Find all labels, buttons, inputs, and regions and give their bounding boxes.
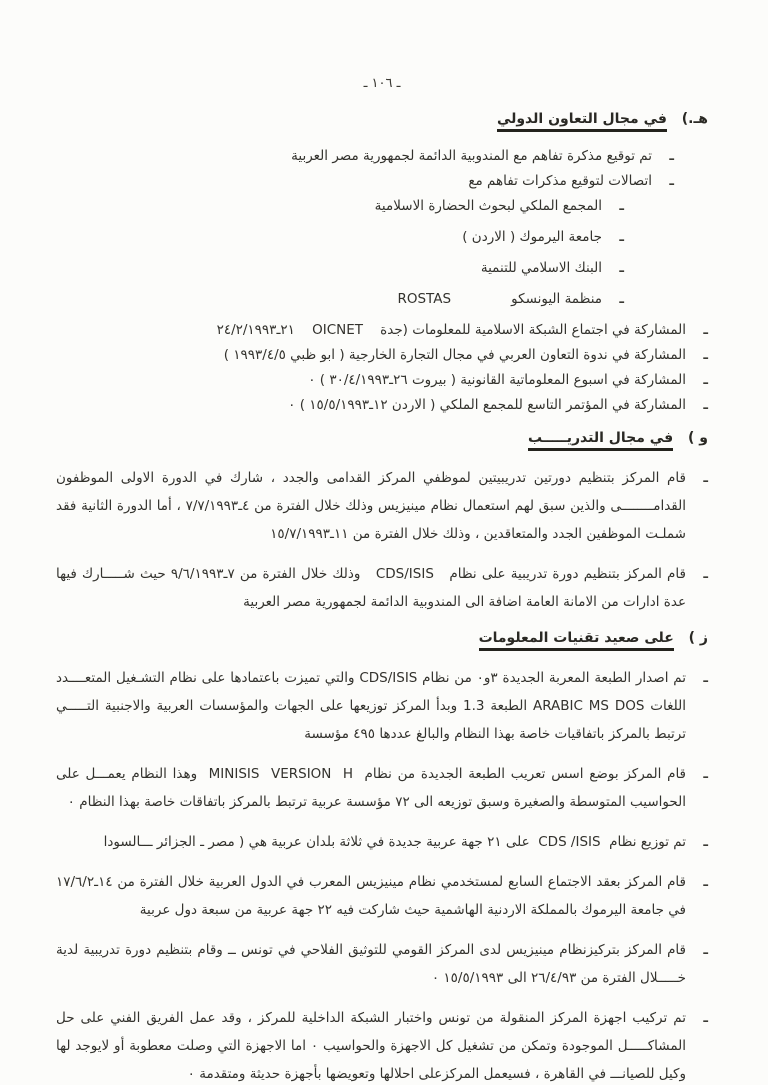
- section-label: و ): [688, 430, 708, 446]
- dash-marker: ـ: [703, 766, 708, 782]
- list-item: [56, 369, 708, 391]
- dash-marker: ـ: [619, 291, 624, 307]
- item-text: تم اصدار الطبعة المعربة الجديدة ٣و٠ من نظام CDS/ISIS والتي تميزت باعتمادها على نظام التشـغيل المتعــــدد اللغات ARABIC MS DOS الطبعة 1.3 وبدأ المركز توزيعها على الجهات والمؤسسات العربية والاجنبية التـــــي ترتبط بالمركز باتفاقيات خاصة بهذا النظام والبالغ عددها ٤٩٥ مؤسسة: [56, 670, 687, 742]
- item-text: اتصالات لتوقيع مذكرات تفاهم مع: [468, 173, 652, 189]
- list-item: [56, 394, 708, 416]
- item-text: تم توزيع نظام CDS /ISIS على ٢١ جهة عربية جديدة في ثلاثة بلدان عربية هي ( مصر ـ الجزائر ـــالسودا: [103, 834, 686, 850]
- dash-marker: ـ: [703, 322, 708, 338]
- list-item: [56, 145, 674, 167]
- item-text: المشاركة في ندوة التعاون العربي في مجال التجارة الخارجية ( ابو ظبي ١٩٩٣/٤/٥ ): [223, 347, 686, 363]
- list-item: [56, 288, 624, 310]
- section-title: على صعيد تقنيات المعلومات: [479, 630, 674, 651]
- dash-marker: ـ: [703, 397, 708, 413]
- dash-marker: ـ: [703, 834, 708, 850]
- dash-marker: ـ: [669, 173, 674, 189]
- item-text: تم توقيع مذكرة تفاهم مع المندوبية الدائمة لجمهورية مصر العربية: [291, 148, 652, 164]
- section-heading: [56, 430, 708, 451]
- item-text: جامعة اليرموك ( الاردن ): [462, 229, 602, 245]
- dash-marker: ـ: [703, 566, 708, 582]
- dash-marker: ـ: [703, 1010, 708, 1026]
- list-item: [56, 344, 708, 366]
- item-text: قام المركز بتنظيم دورة تدريبية على نظام CDS/ISIS وذلك خلال الفترة من ٧ـ٩/٦/١٩٩٣ حيث شـــــارك فيها عدة ادارات من الامانة العامة اضافة الى المندوبية الدائمة لجمهورية مصر العربية: [56, 566, 686, 610]
- page-number: ـ ١٠٦ ـ: [363, 76, 401, 91]
- item-text: قام المركز بتركيزنظام مينيزيس لدى المركز القومي للتوثيق الفلاحي في تونس ــ وقام بتنظيم دورة تدريبية لدية خـــــلال الفترة من ٢٦/٤/٩٣ الى ١٥/٥/١٩٩٣ ٠: [56, 942, 686, 986]
- list-item: [56, 828, 708, 856]
- dash-marker: ـ: [619, 198, 624, 214]
- dash-marker: ـ: [703, 470, 708, 486]
- section-title: في مجال التعاون الدولي: [497, 111, 667, 132]
- list-item: [56, 195, 624, 217]
- item-text: المجمع الملكي لبحوث الحضارة الاسلامية: [374, 198, 602, 214]
- section-information-technologies: [56, 630, 708, 1085]
- section-title: في مجال التدريـــــب: [528, 430, 673, 451]
- item-text: منظمة اليونسكو ROSTAS: [397, 291, 602, 307]
- item-text: البنك الاسلامي للتنمية: [480, 260, 602, 276]
- list-item: [56, 664, 708, 748]
- item-text: قام المركز بتنظيم دورتين تدريبيتين لموظفي المركز القدامى والجدد ، شارك في الدورة الاولى الموظفون القدامــــــــى والذين سبق لهم استعمال نظام مينيزيس وذلك خلال الفترة من ٤ـ٧/٧/١٩٩٣ ، أما الدورة الثانية فقد شملـت الموظفين الجدد والمتعاقدين ، وذلك خلال الفترة من ١١ـ١٥/٧/١٩٩٣: [56, 470, 686, 542]
- dash-marker: ـ: [703, 874, 708, 890]
- item-text: المشاركة في اسبوع المعلوماتية القانونية ( بيروت ٢٦ـ٣٠/٤/١٩٩٣ ) ٠: [308, 372, 686, 388]
- section-label: ز ): [688, 630, 708, 646]
- dash-marker: ـ: [703, 942, 708, 958]
- dash-marker: ـ: [703, 347, 708, 363]
- list-item: [56, 170, 674, 192]
- item-text: المشاركة في المؤتمر التاسع للمجمع الملكي ( الاردن ١٢ـ١٥/٥/١٩٩٣ ) ٠: [288, 397, 686, 413]
- section-label: هـ.): [681, 111, 708, 127]
- section-heading: [56, 111, 708, 132]
- list-item: [56, 319, 708, 341]
- section-heading: [56, 630, 708, 651]
- list-item: [56, 226, 624, 248]
- item-text: تم تركيب اجهزة المركز المنقولة من تونس واختبار الشبكة الداخلية للمركز ، وقد عمل الفريق الفني على حل المشاكـــــل الموجودة وتمكن من تشغيل كل الاجهزة والحواسيب ٠ اما الاجهزة التي وصلت معطوبة أو لايوجد لها وكيل للصيانـــ في القاهرة ، فسيعمل المركزعلى احلالها وتعويضها بأجهزة حديثة ومتقدمة ٠: [56, 1010, 686, 1082]
- item-text: قام المركز بعقد الاجتماع السابع لمستخدمي نظام مينيزيس المعرب في الدول العربية خلال الفترة من ١٤ـ١٧/٦/٢ في جامعة اليرموك بالمملكة الاردنية الهاشمية حيث شاركت فيه ٢٢ جهة عربية من سبعة دول عربية: [56, 874, 686, 918]
- dash-marker: ـ: [619, 260, 624, 276]
- list-item: [56, 257, 624, 279]
- list-item: [56, 1004, 708, 1085]
- dash-marker: ـ: [703, 372, 708, 388]
- dash-marker: ـ: [619, 229, 624, 245]
- list-item: [56, 560, 708, 616]
- item-text: قام المركز بوضع اسس تعريب الطبعة الجديدة من نظام MINISIS VERSION H وهذا النظام يعمـــل على الحواسيب المتوسطة والصغيرة وسبق توزيعه الى ٧٢ مؤسسة عربية ترتبط بالمركز باتفاقات خاصة بهذا النظام ٠: [56, 766, 687, 810]
- list-item: [56, 936, 708, 992]
- list-item: [56, 868, 708, 924]
- list-item: [56, 760, 708, 816]
- section-international-cooperation: [56, 111, 708, 416]
- section-training: [56, 430, 708, 616]
- dash-marker: ـ: [703, 670, 708, 686]
- list-item: [56, 464, 708, 548]
- dash-marker: ـ: [669, 148, 674, 164]
- item-text: المشاركة في اجتماع الشبكة الاسلامية للمعلومات (جدة OICNET ٢١ـ٢٤/٢/١٩٩٣: [216, 322, 686, 338]
